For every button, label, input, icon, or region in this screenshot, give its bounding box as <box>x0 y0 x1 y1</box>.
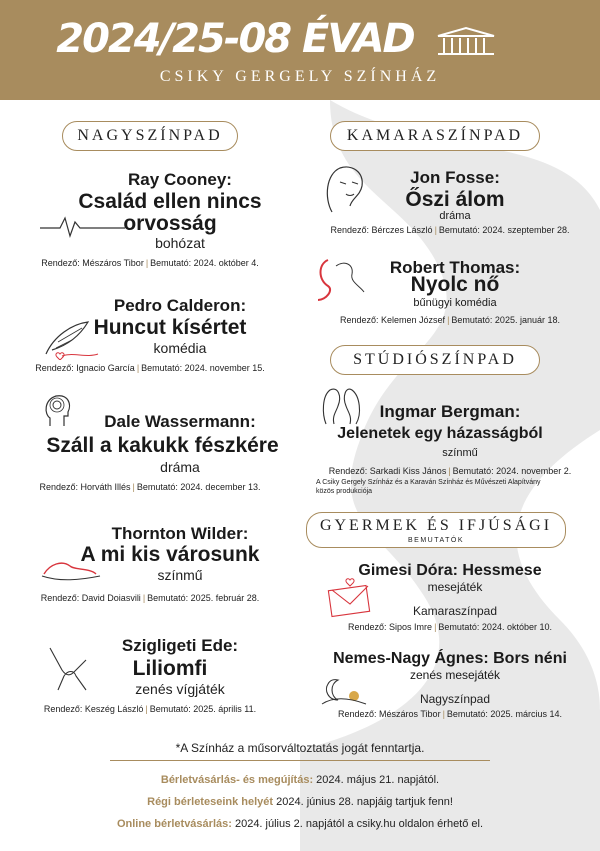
play-credits: Rendező: Mészáros Tibor | Bemutató: 2024. október 4. <box>41 258 259 268</box>
theatre-name: CSIKY GERGELY SZÍNHÁZ <box>159 68 441 85</box>
play-author: Ingmar Bergman: <box>379 402 521 421</box>
heading-nagyszinpad: NAGYSZÍNPAD <box>62 121 238 151</box>
play-title: Száll a kakukk fészkére <box>46 434 279 457</box>
play-title: Jelenetek egy házasságból <box>337 425 543 442</box>
play-title: Család ellen nincs <box>78 190 262 213</box>
play-title: A mi kis városunk <box>80 543 260 566</box>
play-title: Huncut kísértet <box>93 316 247 339</box>
play-author: Jon Fosse: <box>410 168 500 187</box>
play-credits: Rendező: Bérczes László | Bemutató: 2024. szeptember 28. <box>330 225 570 235</box>
play-genre: dráma <box>439 210 471 222</box>
footer-line: Régi bérleteseink helyét 2024. június 28. napjáig tartjuk fenn! <box>147 796 453 808</box>
play-author: Robert Thomas: <box>389 258 521 277</box>
footer-line: Bérletvásárlás- és megújítás: 2024. május 21. napjától. <box>160 774 440 786</box>
play-credits: Rendező: Keszég László | Bemutató: 2025. április 11. <box>43 704 257 714</box>
play-genre: komédia <box>153 340 207 356</box>
hands-icon <box>46 646 90 692</box>
disclaimer: *A Színház a műsorváltoztatás jogát fenntartja. <box>175 741 425 755</box>
play-title: Őszi álom <box>405 188 505 211</box>
heading-studioszinpad: STÚDIÓSZÍNPAD <box>330 345 540 375</box>
play-genre: mesejáték <box>427 580 483 594</box>
season-title: 2024/25-08 ÉVAD <box>56 16 414 62</box>
play-title: Liliomfi <box>132 657 208 680</box>
heading-kamaraszinpad: KAMARASZÍNPAD <box>330 121 540 151</box>
play-author: Pedro Calderon: <box>113 296 247 315</box>
play-genre: zenés vígjáték <box>135 681 225 697</box>
hat-icon <box>40 558 102 582</box>
play-author: Szigligeti Ede: <box>121 636 239 655</box>
heading-subtitle: BEMUTATÓK <box>407 537 465 544</box>
play-credits: Rendező: Horváth Illés | Bemutató: 2024. december 13. <box>39 482 261 492</box>
play-genre: színmű <box>442 447 478 459</box>
play-credits: Rendező: Kelemen József | Bemutató: 2025. január 18. <box>340 315 560 325</box>
play-credits: Rendező: Ignacio García | Bemutató: 2024. november 15. <box>35 363 265 373</box>
heading-gyermek-ifjusagi: GYERMEK ÉS IFJÚSÁGI BEMUTATÓK <box>306 512 566 548</box>
play-genre: dráma <box>160 459 200 475</box>
play-author: Thornton Wilder: <box>111 524 249 543</box>
play-venue: Nagyszínpad <box>419 692 491 706</box>
play-author: Ray Cooney: <box>128 170 232 189</box>
quill-icon <box>42 318 102 360</box>
heartbeat-icon <box>40 210 125 240</box>
play-genre: színmű <box>157 567 203 583</box>
coproduction-note: A Csiky Gergely Színház és a Karaván Színház és Művészeti Alapítvány közös produkciója <box>316 479 541 495</box>
faces-icon <box>322 162 374 216</box>
play-author: Dale Wassermann: <box>104 412 256 431</box>
play-venue: Kamaraszínpad <box>412 604 498 618</box>
play-title: Nyolc nő <box>410 273 500 296</box>
header-banner <box>0 0 600 100</box>
play-genre: zenés mesejáték <box>409 668 501 682</box>
play-title: orvosság <box>123 212 217 235</box>
play-title: Nemes-Nagy Ágnes: Bors néni <box>333 650 567 667</box>
play-title: Gimesi Dóra: Hessmese <box>358 562 542 579</box>
play-credits: Rendező: Sipos Imre | Bemutató: 2024. október 10. <box>348 622 552 632</box>
footer-line: Online bérletvásárlás: 2024. július 2. napjától a csiky.hu oldalon érhető el. <box>116 818 484 830</box>
play-credits: Rendező: Mészáros Tibor | Bemutató: 2025. március 14. <box>338 709 562 719</box>
play-genre: bűnügyi komédia <box>413 297 497 309</box>
play-genre: bohózat <box>155 235 205 251</box>
play-credits: Rendező: David Doiasvili | Bemutató: 2025. február 28. <box>40 593 260 603</box>
building-icon <box>436 26 496 56</box>
brain-icon <box>42 392 74 428</box>
footer-divider <box>110 760 490 761</box>
play-credits: Rendező: Sarkadi Kiss János | Bemutató: 2024. november 2. <box>328 466 572 476</box>
